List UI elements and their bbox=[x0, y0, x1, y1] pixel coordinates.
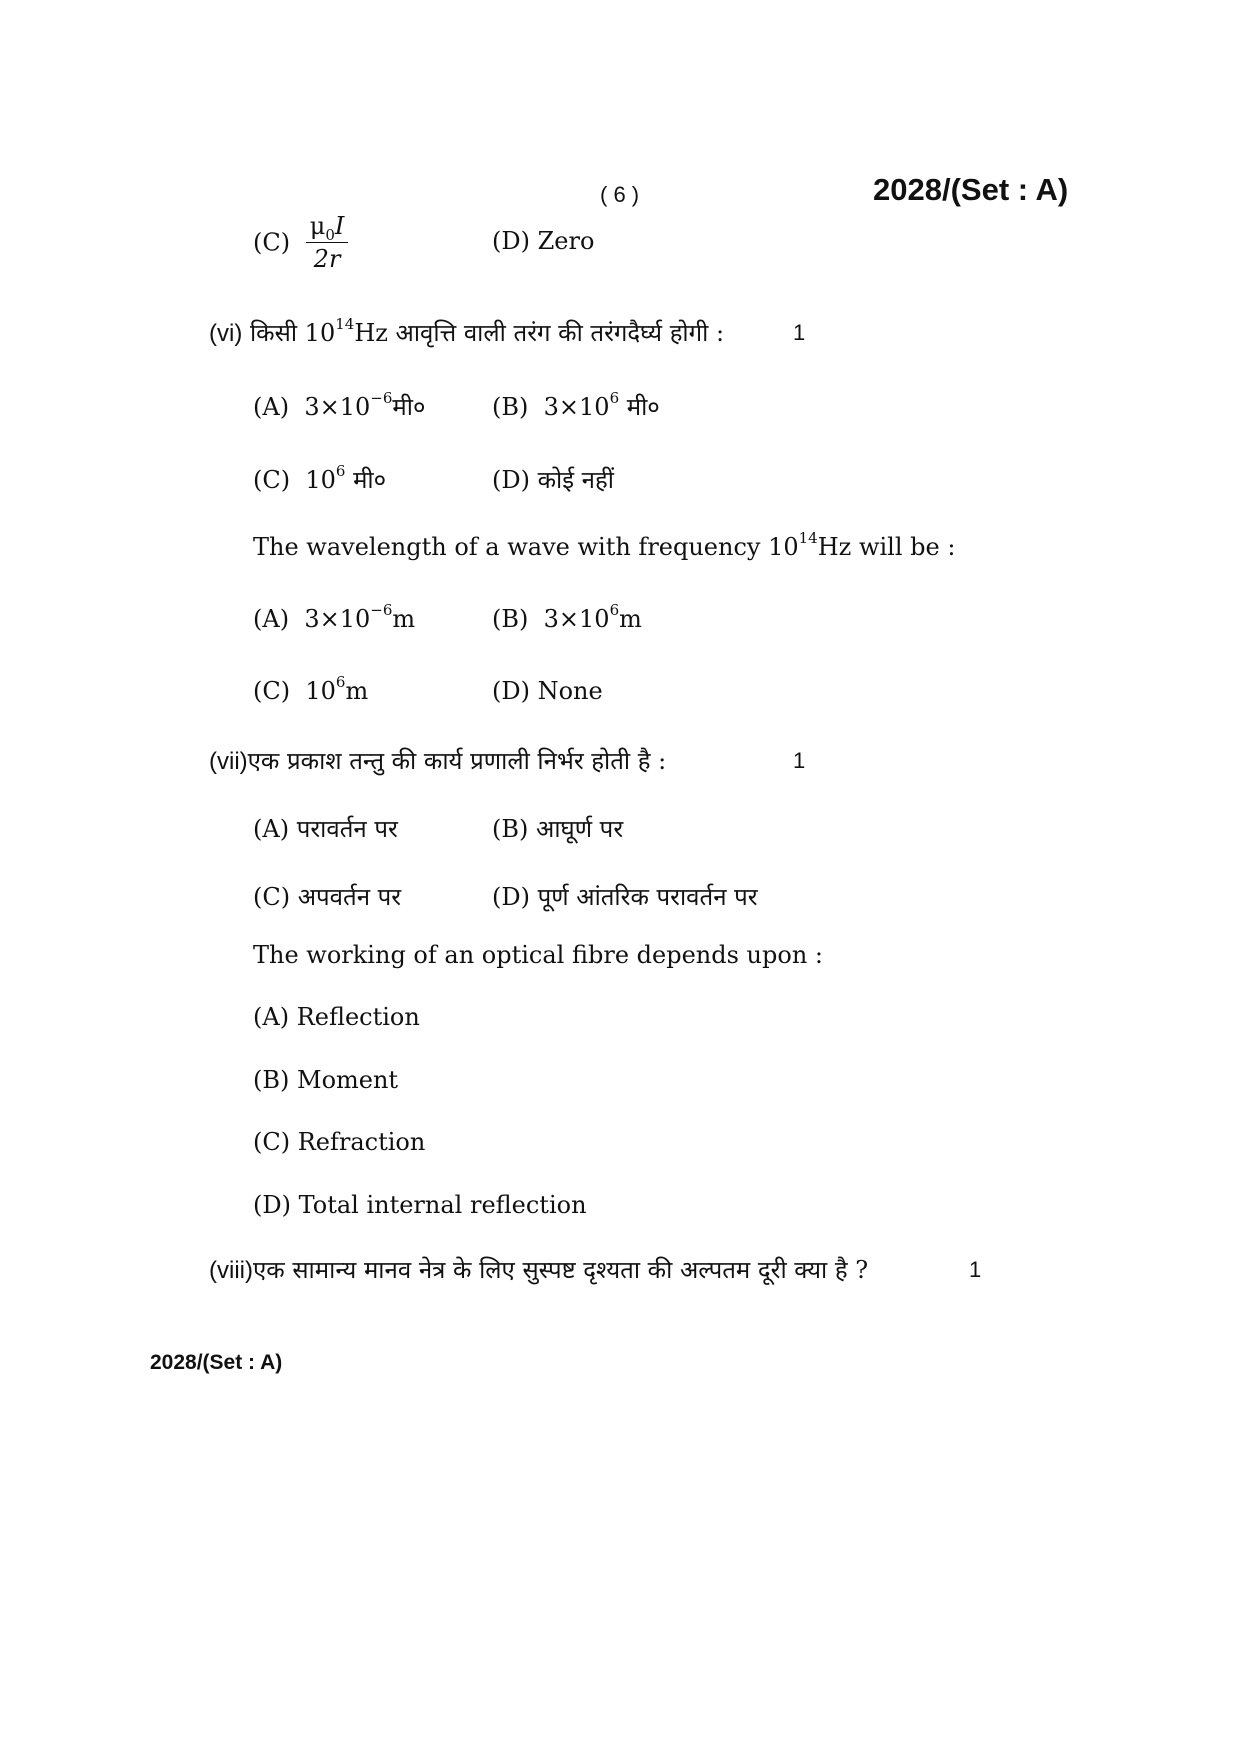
prev-option-c bbox=[253, 212, 348, 273]
option-label: (B) bbox=[492, 393, 529, 421]
q6-en-pre: The wavelength of a wave with frequency 10 bbox=[253, 533, 799, 561]
option-unit: मी० bbox=[345, 466, 387, 494]
option-exp: −6 bbox=[370, 601, 393, 619]
prev-option-d: (D) Zero bbox=[492, 227, 595, 255]
q6-hi-option-d: (D) कोई नहीं bbox=[492, 466, 614, 494]
set-code-header: 2028/(Set : A) bbox=[873, 172, 1069, 207]
option-unit: मी० bbox=[392, 393, 426, 421]
option-exp: 6 bbox=[335, 673, 346, 691]
option-base: 3×10 bbox=[304, 605, 371, 633]
option-exp: 6 bbox=[609, 389, 620, 407]
q6-en-option-d: (D) None bbox=[492, 677, 603, 705]
q7-hi-option-c: (C) अपवर्तन पर bbox=[253, 883, 402, 911]
option-base: 10 bbox=[305, 677, 336, 705]
fraction-denominator: 2r bbox=[313, 245, 341, 273]
q6-en-post: Hz will be : bbox=[817, 533, 956, 561]
q7-hi-option-d: (D) पूर्ण आंतरिक परावर्तन पर bbox=[492, 883, 758, 911]
option-base: 3×10 bbox=[304, 393, 371, 421]
option-unit: m bbox=[345, 677, 369, 705]
option-label: (C) bbox=[253, 228, 291, 257]
q6-en-option-c bbox=[253, 673, 369, 705]
fraction-mu0-i-over-2r bbox=[306, 212, 349, 273]
option-exp: 6 bbox=[609, 601, 620, 619]
subscript-zero: 0 bbox=[325, 226, 335, 244]
q7-english-stem: The working of an optical fibre depends upon : bbox=[253, 941, 823, 969]
option-label: (A) bbox=[253, 393, 290, 421]
q6-marks: 1 bbox=[793, 320, 806, 345]
q7-hindi-stem bbox=[209, 744, 666, 777]
q7-en-option-c: (C) Refraction bbox=[253, 1128, 426, 1156]
option-unit: m bbox=[619, 605, 642, 633]
q6-hindi-exp: 14 bbox=[335, 315, 355, 333]
q6-hi-option-b bbox=[492, 390, 660, 423]
q6-en-option-a bbox=[253, 601, 416, 633]
q8-hindi-text: एक सामान्य मानव नेत्र के लिए सुस्पष्ट दृश्यता की अल्पतम दूरी क्या है ? bbox=[252, 1256, 869, 1284]
fraction-numerator bbox=[306, 212, 349, 243]
q6-number: (vi) bbox=[209, 320, 243, 347]
q7-hindi-text: एक प्रकाश तन्तु की कार्य प्रणाली निर्भर होती है : bbox=[247, 747, 667, 775]
option-unit: मी० bbox=[619, 393, 660, 421]
option-label: (C) bbox=[253, 677, 291, 705]
option-base: 10 bbox=[305, 466, 336, 494]
option-base: 3×10 bbox=[543, 605, 610, 633]
q8-number: (viii) bbox=[209, 1257, 253, 1284]
q7-marks: 1 bbox=[793, 748, 806, 773]
option-label: (C) bbox=[253, 466, 291, 494]
q7-number: (vii) bbox=[209, 748, 248, 775]
q6-hi-option-a bbox=[253, 390, 425, 423]
option-exp: 6 bbox=[335, 462, 346, 480]
option-base: 3×10 bbox=[543, 393, 610, 421]
q6-en-option-b bbox=[492, 601, 642, 633]
current-variable: I bbox=[334, 212, 345, 240]
q7-en-option-b: (B) Moment bbox=[253, 1066, 399, 1094]
option-unit: m bbox=[392, 605, 416, 633]
option-exp: −6 bbox=[370, 389, 393, 407]
q8-hindi-stem bbox=[209, 1253, 868, 1286]
q6-english-stem bbox=[253, 529, 956, 561]
set-code-footer: 2028/(Set : A) bbox=[150, 1351, 283, 1374]
q6-hindi-pre: किसी 10 bbox=[249, 319, 336, 347]
q7-en-option-a: (A) Reflection bbox=[253, 1003, 420, 1031]
mu-symbol: μ bbox=[309, 212, 326, 240]
q6-en-exp: 14 bbox=[798, 529, 818, 547]
q7-hi-option-a: (A) परावर्तन पर bbox=[253, 815, 398, 843]
q6-hindi-stem bbox=[209, 316, 724, 349]
q8-marks: 1 bbox=[969, 1257, 982, 1282]
q6-hindi-post: Hz आवृत्ति वाली तरंग की तरंगदैर्घ्य होगी : bbox=[354, 319, 725, 347]
q6-hi-option-c bbox=[253, 463, 386, 496]
page-number: ( 6 ) bbox=[600, 182, 640, 207]
option-label: (B) bbox=[492, 605, 529, 633]
q7-hi-option-b: (B) आघूर्ण पर bbox=[492, 815, 624, 843]
option-label: (A) bbox=[253, 605, 290, 633]
q7-en-option-d: (D) Total internal reflection bbox=[253, 1191, 587, 1219]
